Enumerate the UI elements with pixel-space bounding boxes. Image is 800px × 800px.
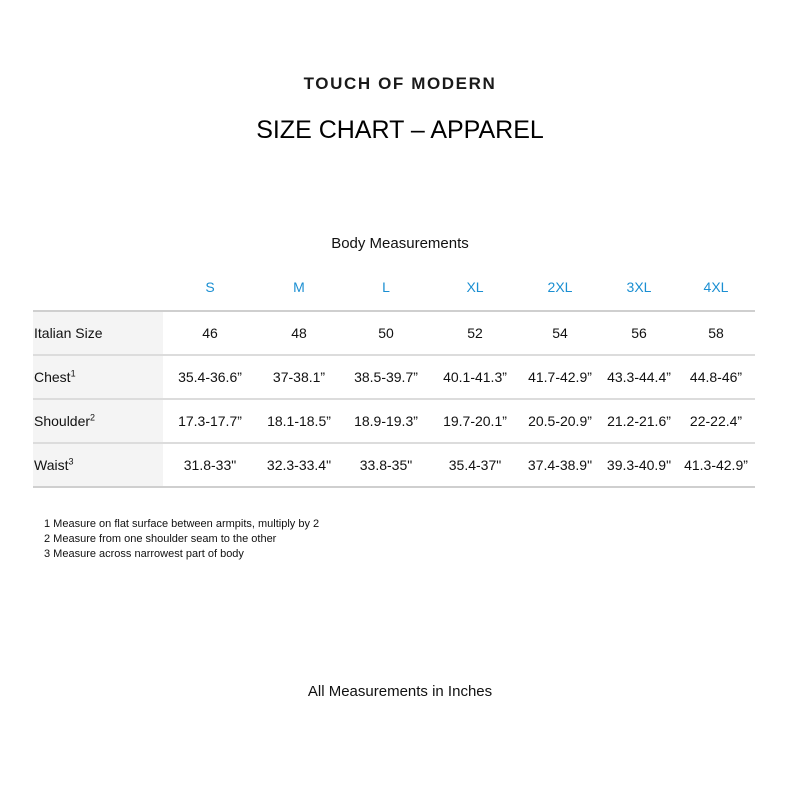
footnotes [44,517,319,562]
table-cell: 21.2-21.6” [601,399,677,443]
table-cell: 22-22.4” [677,399,755,443]
size-header-m: M [257,264,341,311]
table-cell: 18.9-19.3” [341,399,431,443]
table-cell: 40.1-41.3” [431,355,519,399]
table-cell: 37.4-38.9" [519,443,601,487]
size-header-xl: XL [431,264,519,311]
size-chart-table [33,264,755,488]
table-cell: 31.8-33" [163,443,257,487]
table-row-italian-size [33,311,755,355]
table-cell: 44.8-46” [677,355,755,399]
row-label-chest [33,355,163,399]
size-header-row [33,264,755,311]
table-row-chest [33,355,755,399]
table-cell: 38.5-39.7” [341,355,431,399]
table-cell: 37-38.1” [257,355,341,399]
footnote-marker: 1 [70,368,76,379]
table-cell: 19.7-20.1” [431,399,519,443]
table-cell: 50 [341,311,431,355]
table-cell: 48 [257,311,341,355]
table-cell: 39.3-40.9" [601,443,677,487]
table-cell: 17.3-17.7” [163,399,257,443]
table-cell: 41.3-42.9” [677,443,755,487]
table-row-shoulder [33,399,755,443]
size-header-s: S [163,264,257,311]
units-note: All Measurements in Inches [307,683,493,700]
row-label-italian-size [33,311,163,355]
table-cell: 35.4-37" [431,443,519,487]
footnote-3: 3 Measure across narrowest part of body [44,548,244,560]
row-label-shoulder [33,399,163,443]
size-header-3xl: 3XL [601,264,677,311]
row-label-text: Shoulder [34,413,91,429]
table-cell: 43.3-44.4” [601,355,677,399]
footnote-2: 2 Measure from one shoulder seam to the other [44,533,277,545]
table-cell: 54 [519,311,601,355]
brand-logo: TOUCH OF MODERN [303,74,497,93]
table-cell: 58 [677,311,755,355]
size-header-4xl: 4XL [677,264,755,311]
table-cell: 18.1-18.5” [257,399,341,443]
page-title: SIZE CHART – APPAREL [256,116,544,144]
table-cell: 46 [163,311,257,355]
row-label-text: Italian Size [34,325,103,341]
row-label-waist [33,443,163,487]
table-cell: 56 [601,311,677,355]
header-corner [33,264,163,311]
table-cell: 20.5-20.9” [519,399,601,443]
footnote-marker: 2 [90,412,96,423]
table-cell: 32.3-33.4" [257,443,341,487]
row-label-text: Waist [34,457,69,473]
table-cell: 41.7-42.9” [519,355,601,399]
table-cell: 35.4-36.6” [163,355,257,399]
footnote-1: 1 Measure on flat surface between armpits, multiply by 2 [44,518,320,530]
table-caption: Body Measurements [331,235,469,252]
table-cell: 52 [431,311,519,355]
size-header-l: L [341,264,431,311]
footnote-marker: 3 [68,456,74,467]
table-cell: 33.8-35" [341,443,431,487]
size-header-2xl: 2XL [519,264,601,311]
table-row-waist [33,443,755,487]
row-label-text: Chest [34,369,71,385]
